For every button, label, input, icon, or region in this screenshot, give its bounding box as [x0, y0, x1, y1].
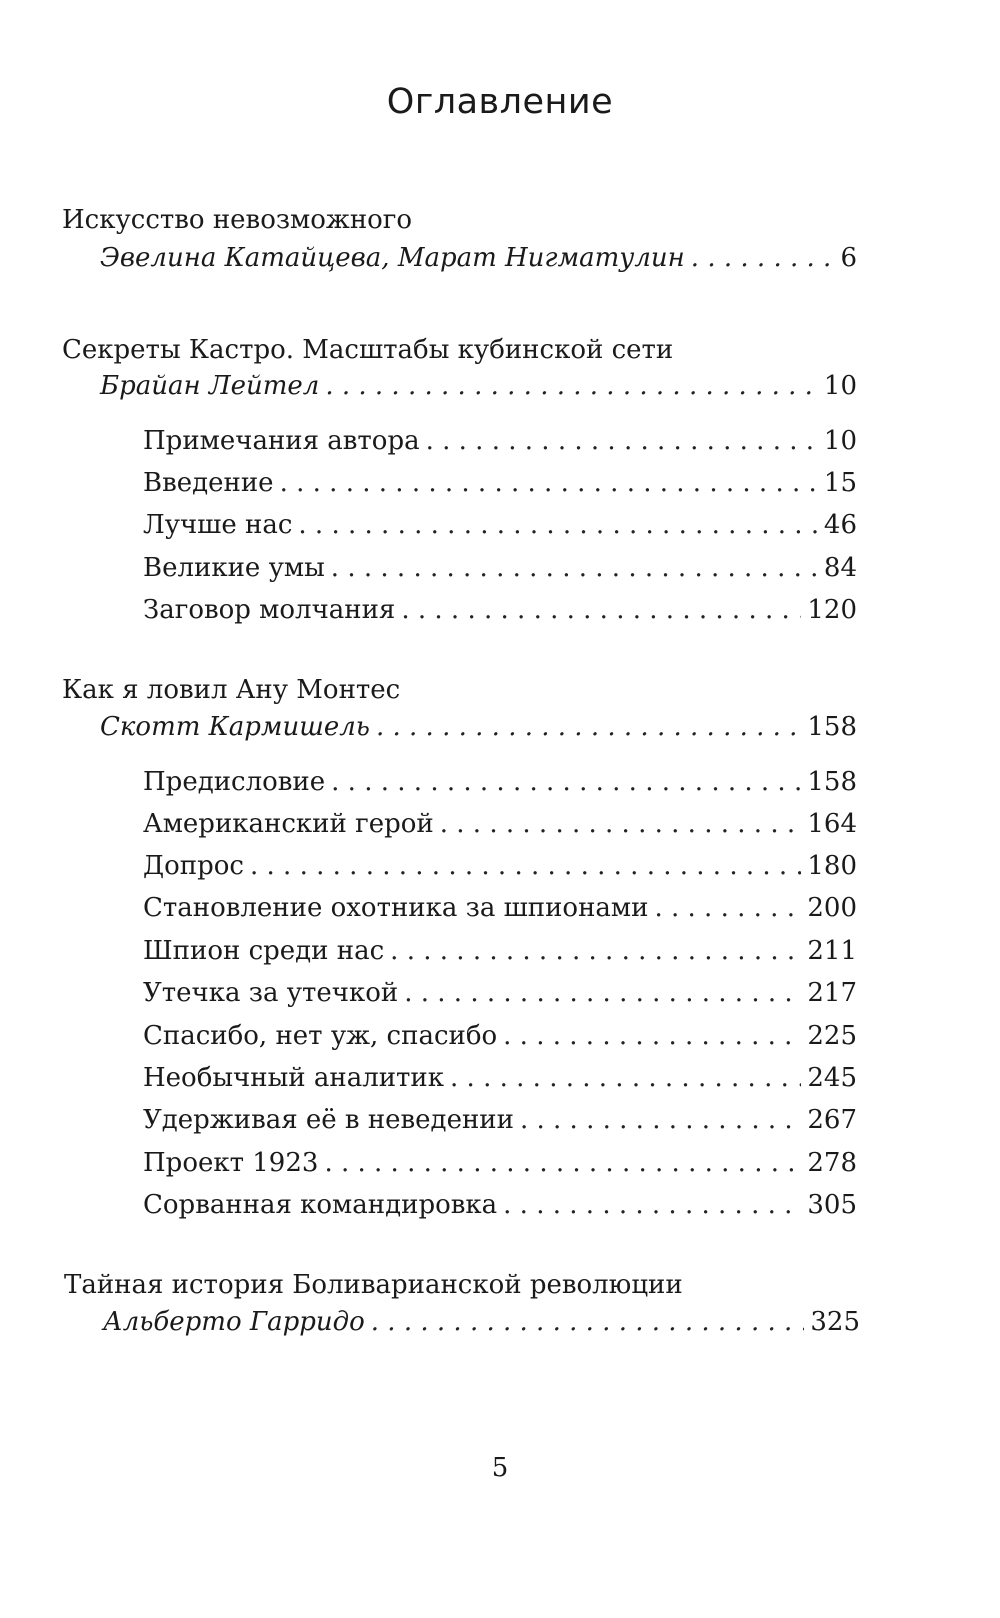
toc-entry-author[interactable] — [100, 707, 857, 747]
dot-leader — [371, 1302, 805, 1342]
chapter-title: Великие умы — [143, 553, 325, 583]
toc-entry-chapter[interactable] — [143, 505, 857, 545]
chapter-title: Удерживая её в неведении — [143, 1105, 514, 1135]
dot-leader — [503, 1185, 801, 1225]
dot-leader — [503, 1016, 801, 1056]
chapter-title: Необычный аналитик — [143, 1063, 445, 1093]
chapter-title: Становление охотника за шпионами — [143, 893, 649, 923]
dot-leader — [325, 366, 818, 406]
section-heading: Как я ловил Ану Монтес — [62, 675, 401, 705]
toc-entry-chapter[interactable] — [143, 1185, 857, 1225]
dot-leader — [450, 1058, 801, 1098]
toc-entry-chapter[interactable] — [143, 463, 857, 503]
dot-leader — [654, 888, 801, 928]
page-ref: 84 — [823, 553, 857, 583]
dot-leader — [520, 1100, 801, 1140]
page-ref: 164 — [807, 809, 857, 839]
toc-entry-author[interactable] — [103, 1302, 860, 1342]
toc-entry-author[interactable] — [100, 366, 857, 406]
page-number: 5 — [491, 1453, 509, 1483]
section-heading: Искусство невозможного — [62, 205, 413, 235]
author-name: Скотт Кармишель — [100, 712, 370, 742]
toc-entry-chapter[interactable] — [143, 1100, 857, 1140]
toc-entry-chapter[interactable] — [143, 548, 857, 588]
page-ref: 305 — [807, 1190, 857, 1220]
chapter-title: Введение — [143, 468, 274, 498]
chapter-title: Спасибо, нет уж, спасибо — [143, 1021, 498, 1051]
page-ref: 158 — [807, 767, 857, 797]
page-ref: 325 — [810, 1307, 860, 1337]
page-ref: 180 — [807, 851, 857, 881]
page-ref: 10 — [823, 426, 857, 456]
dot-leader — [401, 590, 801, 630]
page-ref: 211 — [807, 936, 857, 966]
dot-leader — [390, 931, 801, 971]
toc-entry-chapter[interactable] — [143, 973, 857, 1013]
toc-entry-chapter[interactable] — [143, 762, 857, 802]
section-heading: Секреты Кастро. Масштабы кубинской сети — [62, 335, 674, 365]
author-name: Альберто Гарридо — [103, 1307, 365, 1337]
toc-entry-chapter[interactable] — [143, 1058, 857, 1098]
chapter-title: Американский герой — [143, 809, 434, 839]
chapter-title: Лучше нас — [143, 510, 293, 540]
chapter-title: Примечания автора — [143, 426, 420, 456]
page-ref: 6 — [840, 243, 857, 273]
page-ref: 278 — [807, 1148, 857, 1178]
toc-entry-chapter[interactable] — [143, 888, 857, 928]
dot-leader — [376, 707, 801, 747]
chapter-title: Сорванная командировка — [143, 1190, 498, 1220]
dot-leader — [298, 505, 818, 545]
page-ref: 217 — [807, 978, 857, 1008]
toc-entry-chapter[interactable] — [143, 846, 857, 886]
page-ref: 15 — [823, 468, 857, 498]
toc-entry-chapter[interactable] — [143, 804, 857, 844]
dot-leader — [440, 804, 802, 844]
author-name: Эвелина Катайцева, Марат Нигматулин — [100, 243, 685, 273]
dot-leader — [691, 238, 835, 278]
chapter-title: Утечка за утечкой — [143, 978, 399, 1008]
dot-leader — [331, 762, 801, 802]
dot-leader — [426, 421, 818, 461]
toc-entry-chapter[interactable] — [143, 931, 857, 971]
toc-entry-chapter[interactable] — [143, 1016, 857, 1056]
page-ref: 245 — [807, 1063, 857, 1093]
toc-entry-chapter[interactable] — [143, 1143, 857, 1183]
toc-entry-chapter[interactable] — [143, 421, 857, 461]
author-name: Брайан Лейтел — [100, 371, 320, 401]
page-ref: 46 — [823, 510, 857, 540]
chapter-title: Предисловие — [143, 767, 326, 797]
dot-leader — [404, 973, 801, 1013]
page-ref: 267 — [807, 1105, 857, 1135]
page-ref: 158 — [807, 712, 857, 742]
section-heading: Тайная история Боливарианской революции — [64, 1270, 683, 1300]
chapter-title: Шпион среди нас — [143, 936, 385, 966]
chapter-title: Заговор молчания — [143, 595, 396, 625]
page-ref: 10 — [823, 371, 857, 401]
toc-entry-chapter[interactable] — [143, 590, 857, 630]
dot-leader — [324, 1143, 801, 1183]
page-ref: 120 — [807, 595, 857, 625]
dot-leader — [280, 463, 818, 503]
dot-leader — [331, 548, 818, 588]
page-title: Оглавление — [386, 82, 614, 122]
chapter-title: Проект 1923 — [143, 1148, 319, 1178]
dot-leader — [250, 846, 801, 886]
page-ref: 225 — [807, 1021, 857, 1051]
toc-entry-author[interactable] — [100, 238, 857, 278]
chapter-title: Допрос — [143, 851, 244, 881]
page-ref: 200 — [807, 893, 857, 923]
